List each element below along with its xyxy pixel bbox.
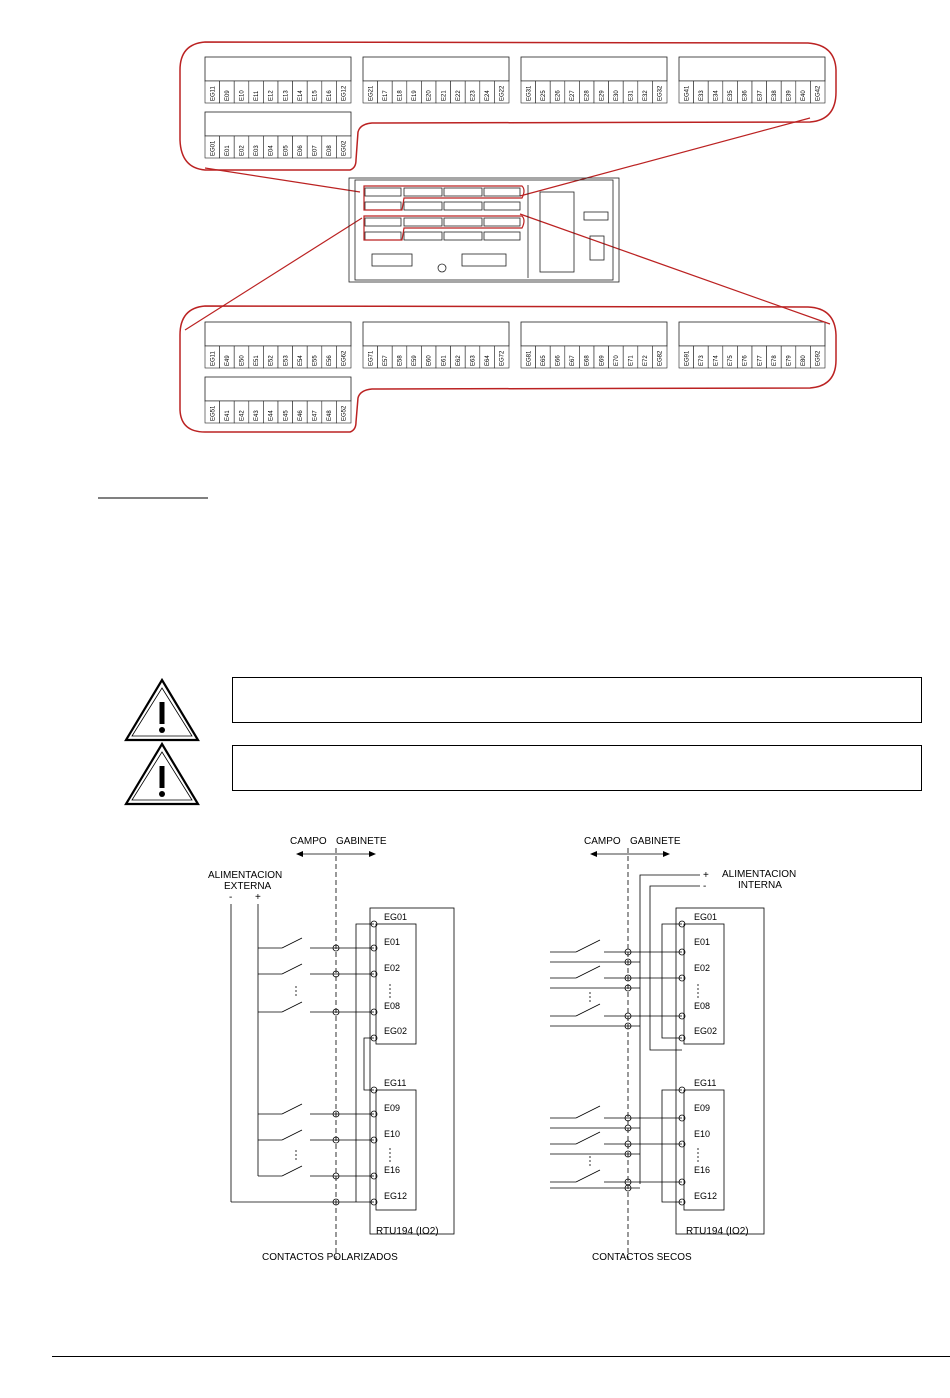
terminal-label: E01 (224, 145, 231, 156)
terminal-label: E62 (455, 355, 462, 366)
terminal-label: E26 (555, 90, 562, 101)
terminal-label: E38 (771, 90, 778, 101)
terminal-label: EG32 (657, 85, 664, 101)
terminal-label: E40 (801, 90, 808, 101)
terminal-label: E27 (570, 90, 577, 101)
terminal-label: E64 (485, 355, 492, 366)
terminal-label: EG01 (210, 140, 217, 156)
terminal-label: E17 (382, 90, 389, 101)
campo-label: CAMPO (584, 836, 621, 847)
terminal-label: E11 (254, 90, 261, 101)
terminal-label: E34 (713, 90, 720, 101)
terminal-label: E22 (455, 90, 462, 101)
wiring-diagrams (0, 820, 950, 1320)
plus-sign: + (703, 870, 709, 881)
terminal-label: EG62 (341, 350, 348, 366)
terminal-label: E09 (224, 90, 231, 101)
terminal-label: E16 (327, 90, 334, 101)
terminal-label: E03 (254, 145, 261, 156)
terminal-label: E08 (694, 1001, 711, 1011)
terminal-label: E75 (728, 355, 735, 366)
footer-rule (52, 1356, 950, 1357)
terminal-label: E43 (254, 410, 261, 421)
terminal-label: E37 (757, 90, 764, 101)
terminal-label: E23 (470, 90, 477, 101)
terminal-label: E13 (283, 90, 290, 101)
terminal-label: E09 (384, 1103, 401, 1113)
terminal-label: E42 (239, 410, 246, 421)
supply-label-1: ALIMENTACION (722, 869, 797, 880)
terminal-label: EG02 (694, 1026, 718, 1036)
terminal-label: E15 (312, 90, 319, 101)
terminal-label: E65 (540, 355, 547, 366)
terminal-label: E20 (426, 90, 433, 101)
terminal-label: E47 (312, 410, 319, 421)
minus-sign: - (229, 892, 233, 903)
terminal-label: E10 (694, 1129, 711, 1139)
terminal-label: E80 (801, 355, 808, 366)
terminal-label: E58 (397, 355, 404, 366)
terminal-label: E10 (239, 90, 246, 101)
terminal-label: E19 (412, 90, 419, 101)
terminal-label: E46 (297, 410, 304, 421)
terminal-label: E41 (224, 410, 231, 421)
terminal-label: E72 (643, 355, 650, 366)
terminal-label: E52 (268, 355, 275, 366)
terminal-label: EG02 (341, 140, 348, 156)
terminal-label: E10 (384, 1129, 401, 1139)
warning-box-2 (232, 745, 922, 791)
terminal-label: EG11 (384, 1078, 407, 1088)
terminal-label: E16 (384, 1165, 401, 1175)
supply-label-1: ALIMENTACION (208, 870, 283, 881)
terminal-label: E02 (384, 963, 401, 973)
campo-label: CAMPO (290, 836, 327, 847)
diagram-dry-contacts (550, 836, 796, 1263)
terminal-label: E51 (254, 355, 261, 366)
terminal-label: EG52 (341, 405, 348, 421)
terminal-label: E67 (570, 355, 577, 366)
terminal-label: E50 (239, 355, 246, 366)
terminal-label: E68 (584, 355, 591, 366)
terminal-label: EG91 (684, 350, 691, 366)
warning-icon (122, 740, 202, 810)
terminal-label: E39 (786, 90, 793, 101)
terminal-label: E57 (382, 355, 389, 366)
supply-label-2: INTERNA (738, 880, 782, 891)
terminal-label: E48 (327, 410, 334, 421)
terminal-label: E33 (698, 90, 705, 101)
terminal-label: E02 (694, 963, 711, 973)
terminal-label: E06 (297, 145, 304, 156)
terminal-label: E29 (599, 90, 606, 101)
plus-sign: + (255, 892, 261, 903)
terminal-label: E16 (694, 1165, 711, 1175)
terminal-label: E01 (694, 937, 711, 947)
terminal-label: E24 (485, 90, 492, 101)
terminal-label: E08 (384, 1001, 401, 1011)
terminal-label: E04 (268, 145, 275, 156)
terminal-label: E32 (643, 90, 650, 101)
terminal-label: E45 (283, 410, 290, 421)
terminal-label: E49 (224, 355, 231, 366)
terminal-label: E59 (412, 355, 419, 366)
module-label: RTU194 (IO2) (376, 1226, 439, 1237)
terminal-label: EG11 (694, 1078, 717, 1088)
supply-label-2: EXTERNA (224, 881, 272, 892)
section-underline-svg (0, 0, 950, 520)
terminal-label: EG02 (384, 1026, 408, 1036)
terminal-label: E35 (728, 90, 735, 101)
diagram-caption: CONTACTOS POLARIZADOS (262, 1252, 398, 1263)
gabinete-label: GABINETE (336, 836, 387, 847)
terminal-label: EG41 (684, 85, 691, 101)
module-label: RTU194 (IO2) (686, 1226, 749, 1237)
terminal-label: E53 (283, 355, 290, 366)
terminal-label: E63 (470, 355, 477, 366)
warning-box-1 (232, 677, 922, 723)
terminal-label: E54 (297, 355, 304, 366)
diagram-caption: CONTACTOS SECOS (592, 1252, 692, 1263)
terminal-label: E25 (540, 90, 547, 101)
gabinete-label: GABINETE (630, 836, 681, 847)
terminal-label: E61 (441, 355, 448, 366)
terminal-label: E55 (312, 355, 319, 366)
terminal-label: EG12 (694, 1191, 718, 1201)
terminal-label: E12 (268, 90, 275, 101)
terminal-label: E02 (239, 145, 246, 156)
terminal-label: E05 (283, 145, 290, 156)
terminal-label: EG92 (815, 350, 822, 366)
terminal-label: EG12 (384, 1191, 408, 1201)
terminal-label: E74 (713, 355, 720, 366)
terminal-label: E01 (384, 937, 401, 947)
terminal-label: E56 (327, 355, 334, 366)
terminal-label: EG12 (341, 85, 348, 101)
terminal-label: E44 (268, 410, 275, 421)
warning-icon (122, 676, 202, 746)
terminal-label: EG31 (526, 85, 533, 101)
terminal-label: E78 (771, 355, 778, 366)
terminal-label: E70 (613, 355, 620, 366)
terminal-label: EG22 (499, 85, 506, 101)
terminal-label: EG81 (526, 350, 533, 366)
terminal-label: EG72 (499, 350, 506, 366)
terminal-label: E73 (698, 355, 705, 366)
terminal-label: E09 (694, 1103, 711, 1113)
terminal-label: EG51 (210, 405, 217, 421)
terminal-label: E14 (297, 90, 304, 101)
terminal-label: EG82 (657, 350, 664, 366)
terminal-label: E71 (628, 355, 635, 366)
terminal-label: EG21 (368, 85, 375, 101)
terminal-label: E76 (742, 355, 749, 366)
terminal-label: EG11 (210, 86, 217, 101)
terminal-label: EG01 (384, 912, 408, 922)
terminal-label: E69 (599, 355, 606, 366)
minus-sign: - (703, 881, 707, 892)
terminal-label: E28 (584, 90, 591, 101)
terminal-label: EG42 (815, 85, 822, 101)
terminal-label: EG01 (694, 912, 718, 922)
terminal-label: E77 (757, 355, 764, 366)
terminal-label: E30 (613, 90, 620, 101)
terminal-label: E21 (441, 90, 448, 101)
terminal-label: EG11 (210, 351, 217, 366)
terminal-label: E66 (555, 355, 562, 366)
terminal-label: E36 (742, 90, 749, 101)
terminal-label: E79 (786, 355, 793, 366)
terminal-label: E07 (312, 145, 319, 156)
terminal-label: EG71 (368, 350, 375, 366)
terminal-label: E18 (397, 90, 404, 101)
diagram-polarized-contacts (208, 836, 454, 1263)
terminal-label: E31 (628, 90, 635, 101)
terminal-label: E60 (426, 355, 433, 366)
terminal-label: E08 (327, 145, 334, 156)
